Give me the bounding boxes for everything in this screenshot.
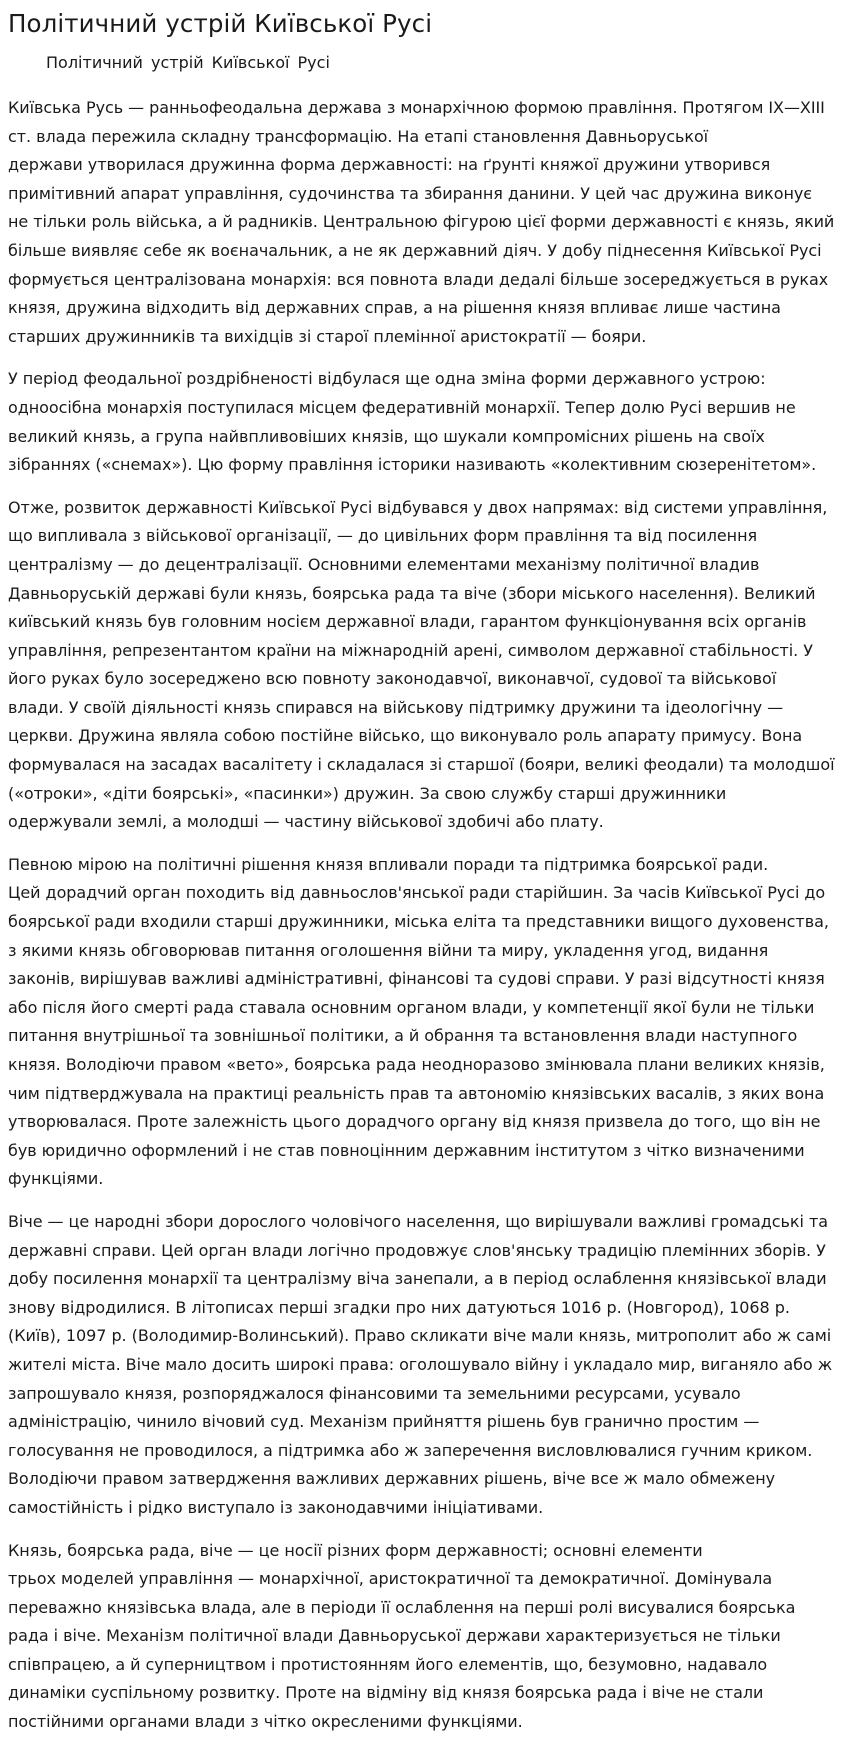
paragraph-4: Певною мірою на політичні рішення князя впливали поради та підтримка боярської ради. Цей дорадчий орган походить від давньослов'янської ради старійшин. За часів Київської Русі до боярської ради входили старші дружинники, міська еліта та представники вищого духовенства, з якими князь обговорював питання оголошення війни та миру, укладення угод, видання законів, вирішував важливі адміністративні, фінансові та судові справи. У разі відсутності князя або після його смерті рада ставала основним органом влади, у компетенції якої були не тільки питання внутрішньої та зовнішньої політики, а й обрання та встановлення влади наступного князя. Володіючи правом «вето», боярська рада неодноразово змінювала плани великих князів, чим підтверджувала на практиці реальність прав та автономію князівських васалів, з яких вона утворювалася. Проте залежність цього дорадчого органу від князя призвела до того, що він не був юридично оформлений і не став повноцінним державним інститутом з чітко визначеними функціями. bbox=[8, 854, 829, 1189]
page-subtitle: Політичний устрій Київської Русі bbox=[46, 53, 330, 72]
paragraph-6: Князь, боярська рада, віче — це носії різних форм державності; основні елементи трьох моделей управління — монархічної, аристократичної та демократичної. Домінувала переважно князівська влада, але в періоди її ослаблення на перші ролі висувалися боярська рада і віче. Механізм політичної влади Давньоруської держави характеризується не тільки співпрацею, а й суперництвом і протистоянням його елементів, що, безумовно, надавало динаміки суспільному розвитку. Проте на відміну від князя боярська рада і віче не стали постійними органами влади з чітко окресленими функціями. bbox=[8, 1540, 796, 1732]
paragraph-5: Віче — це народні збори дорослого чоловічого населення, що вирішували важливі громадські та державні справи. Цей орган влади логічно продовжує слов'янську традицію племінних зборів. У добу посилення монархії та централізму віча занепали, а в період ослаблення князівської влади знову відродилися. В літописах перші згадки про них датуються 1016 р. (Новгород), 1068 р. (Київ), 1097 р. (Володимир-Волинський). Право скликати віче мали князь, митрополит або ж самі жителі міста. Віче мало досить широкі права: оголошувало війну і укладало мир, виганяло або ж запрошувало князя, розпоряджалося фінансовими та земельними ресурсами, усувало адміністрацію, чинило вічовий суд. Механізм прийняття рішень був гранично простим — голосування не проводилося, а підтримка або ж заперечення висловлювалися гучним криком. Володіючи правом затвердження важливих державних рішень, віче все ж мало обмежену самостійність і рідко виступало із законодавчими ініціативами. bbox=[8, 1211, 833, 1517]
paragraph-3: Отже, розвиток державності Київської Русі відбувався у двох напрямах: від системи управління, що випливала з військової організації, — до цивільних форм правління та від посилення централізму — до децентралізації. Основними елементами механізму політичної владив Давньоруській державі були князь, боярська рада та віче (збори міського населення). Великий київський князь був головним носієм державної влади, гарантом функціонування всіх органів управління, репрезентантом країни на міжнародній арені, символом державної стабільності. У його руках було зосереджено всю повноту законодавчої, виконавчої, судової та військової влади. У своїй діяльності князь спирався на військову підтримку дружини та ідеологічну — церкви. Дружина являла собою постійне військо, що виконувало роль апарату примусу. Вона формувалася на засадах васалітету і складалася зі старшої (бояри, великі феодали) та молодшої («отроки», «діти боярські», «пасинки») дружин. За свою службу старші дружинники одержували землі, а молодші — частину військової здобичі або плату. bbox=[8, 497, 835, 832]
page-title: Політичний устрій Київської Русі bbox=[8, 9, 433, 38]
paragraph-2: У період феодальної роздрібненості відбулася ще одна зміна форми державного устрою: одноосібна монархія поступилася місцем федеративній монархії. Тепер долю Русі вершив не великий князь, а група найвпливовіших князів, що шукали компромісних рішень на своїх зібраннях («снемах»). Цю форму правління історики називають «колективним сюзеренітетом». bbox=[8, 369, 817, 475]
paragraph-1: Київська Русь — ранньофеодальна держава з монархічною формою правління. Протягом IX—XIII ст. влада пережила складну трансформацію. На етапі становлення Давньоруської держави утворилася дружинна форма державності: на ґрунті княжої дружини утворився примітивний апарат управління, судочинства та збирання данини. У цей час дружина виконує не тільки роль війська, а й радників. Центральною фігурою цієї форми державності є князь, який більше виявляє себе як воєначальник, а не як державний діяч. У добу піднесення Київської Русі формується централізована монархія: вся повнота влади дедалі більше зосереджується в руках князя, дружина відходить від державних справ, а на рішення князя впливає лише частина старших дружинників та вихідців зі старої племінної аристократії — бояри. bbox=[8, 98, 835, 346]
document-page bbox=[0, 6, 847, 1737]
